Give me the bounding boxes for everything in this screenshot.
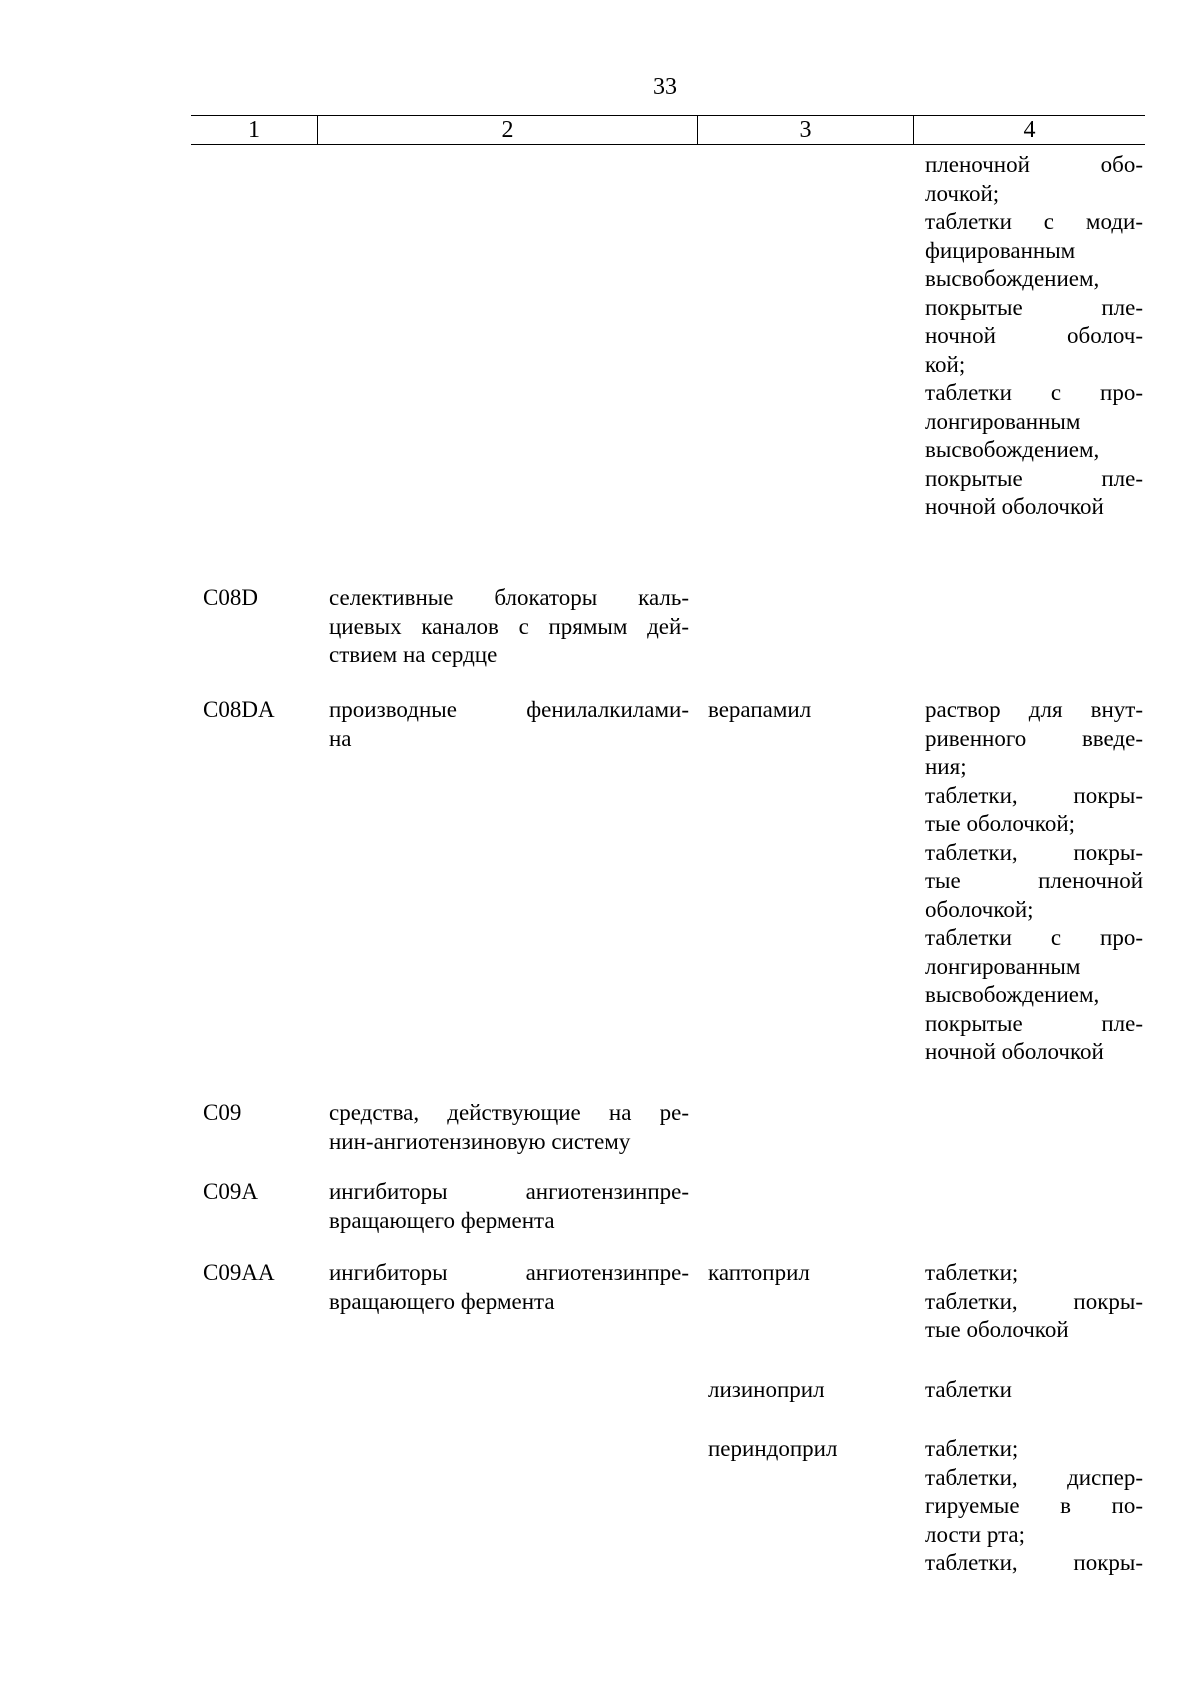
drug-name: периндоприл	[708, 1436, 838, 1461]
form-line: раствор для внут-	[925, 697, 1143, 722]
form-line: тые пленочной	[925, 868, 1143, 893]
name-line: ингибиторы ангиотензинпре-	[329, 1260, 689, 1285]
name-line: производные фенилалкилами-	[329, 697, 689, 722]
form-line: таблетки;	[925, 1436, 1019, 1461]
form-line: ния;	[925, 754, 967, 779]
group-name-cell	[329, 1259, 689, 1316]
form-line: фицированным	[925, 237, 1076, 263]
form-line: таблетки, покры-	[925, 782, 1143, 808]
form-line: лонгированным	[925, 408, 1081, 434]
atc-code: C09	[203, 1100, 242, 1125]
name-line: нин-ангиотензиновую систему	[329, 1128, 631, 1154]
drug-name: каптоприл	[708, 1260, 810, 1285]
form-line: ночной оболоч-	[925, 323, 1143, 348]
atc-code: C09AA	[203, 1260, 275, 1285]
dosage-forms-cell	[925, 696, 1143, 1067]
header-col-2: 2	[317, 116, 697, 144]
group-name-cell	[329, 584, 689, 670]
form-line: ривенного введе-	[925, 725, 1143, 751]
form-line: лости рта;	[925, 1521, 1025, 1547]
form-line: лонгированным	[925, 953, 1081, 979]
form-line: пленочной обо-	[925, 152, 1143, 177]
name-line: циевых каналов с прямым дей-	[329, 613, 689, 639]
group-name-cell	[329, 696, 689, 753]
form-line: таблетки, покры-	[925, 839, 1143, 865]
table-header	[191, 115, 1145, 145]
name-line: на	[329, 725, 352, 751]
name-line: селективные блокаторы каль-	[329, 585, 689, 610]
header-col-1: 1	[248, 117, 260, 143]
name-line: ингибиторы ангиотензинпре-	[329, 1179, 689, 1204]
form-line: таблетки	[925, 1377, 1012, 1402]
form-line: лочкой;	[925, 180, 1000, 206]
name-line: средства, действующие на ре-	[329, 1100, 689, 1125]
atc-code: C08DA	[203, 697, 275, 722]
atc-code: C08D	[203, 585, 258, 610]
group-name-cell	[329, 1178, 689, 1235]
form-line: кой;	[925, 351, 966, 377]
form-line: покрытые пле-	[925, 294, 1143, 320]
form-line: высвобождением,	[925, 266, 1100, 291]
form-line: таблетки, покры-	[925, 1288, 1143, 1314]
header-col-3: 3	[697, 116, 913, 144]
form-line: таблетки с про-	[925, 380, 1143, 405]
dosage-forms-cell	[925, 151, 1143, 522]
form-line: таблетки;	[925, 1260, 1019, 1285]
form-line: таблетки, покры-	[925, 1550, 1143, 1575]
form-line: гируемые в по-	[925, 1493, 1143, 1518]
atc-code: C09A	[203, 1179, 258, 1204]
form-line: ночной оболочкой	[925, 494, 1104, 519]
form-line: таблетки с про-	[925, 925, 1143, 950]
drug-name: верапамил	[708, 697, 812, 722]
form-line: покрытые пле-	[925, 1010, 1143, 1036]
name-line: вращающего фермента	[329, 1288, 555, 1314]
name-line: вращающего фермента	[329, 1207, 555, 1233]
form-line: таблетки, диспер-	[925, 1464, 1143, 1490]
page-number: 33	[653, 74, 677, 100]
form-line: высвобождением,	[925, 437, 1100, 462]
form-line: высвобождением,	[925, 982, 1100, 1007]
form-line: оболочкой;	[925, 896, 1034, 922]
group-name-cell	[329, 1099, 689, 1156]
form-line: таблетки с моди-	[925, 209, 1143, 234]
dosage-forms-cell	[925, 1435, 1143, 1578]
dosage-forms-cell	[925, 1376, 1143, 1405]
form-line: ночной оболочкой	[925, 1039, 1104, 1064]
dosage-forms-cell	[925, 1259, 1143, 1345]
form-line: тые оболочкой;	[925, 811, 1076, 836]
drug-name: лизиноприл	[708, 1377, 825, 1402]
form-line: тые оболочкой	[925, 1317, 1069, 1342]
form-line: покрытые пле-	[925, 465, 1143, 491]
name-line: ствием на сердце	[329, 642, 498, 667]
header-col-4: 4	[913, 116, 1145, 144]
